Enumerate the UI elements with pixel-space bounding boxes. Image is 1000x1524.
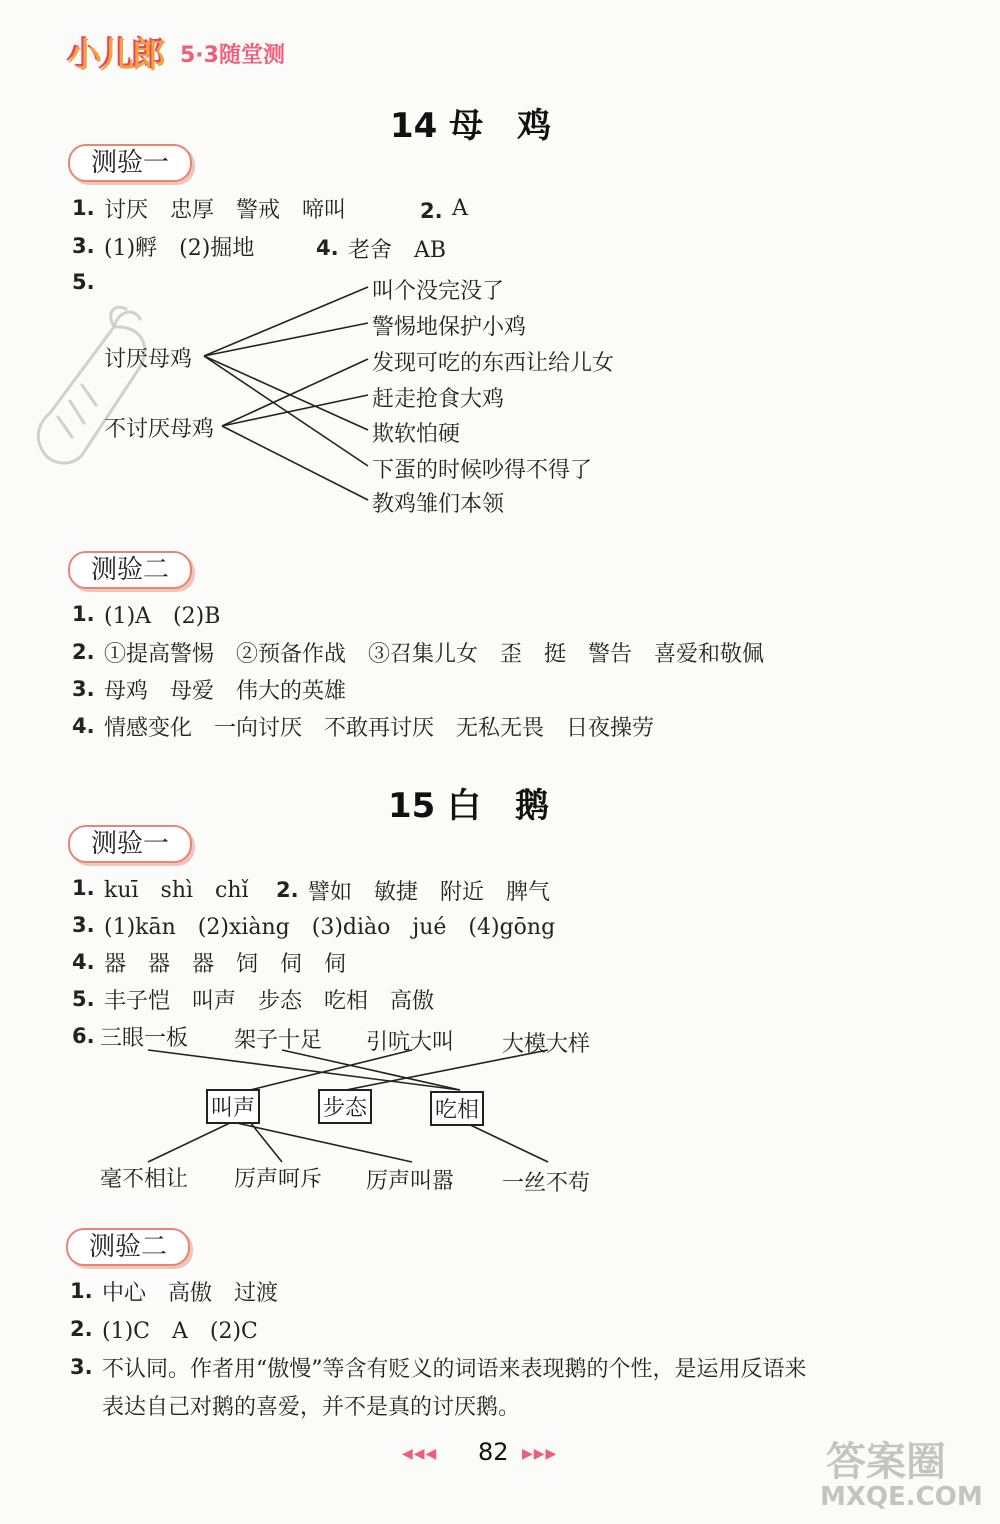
question-number: 1. xyxy=(72,876,95,900)
match-right-5: 欺软怕硬 xyxy=(372,422,461,447)
word-bottom-4: 一丝不苟 xyxy=(502,1171,591,1196)
answer-text: 譬如 敏捷 附近 脾气 xyxy=(308,880,551,905)
right-arrows-icon: ▶▶▶ xyxy=(522,1446,558,1462)
test-tag-3: 测验一 xyxy=(68,825,192,863)
test-tag-2: 测验二 xyxy=(68,551,192,589)
word-bottom-1: 毫不相让 xyxy=(100,1167,189,1192)
question-number: 1. xyxy=(72,196,95,220)
match-right-2: 警惕地保护小鸡 xyxy=(372,315,527,340)
answer-text: (1)C A (2)C xyxy=(102,1319,258,1344)
watermark-url: MXQE.COM xyxy=(820,1482,983,1512)
answer-text: (1)kān (2)xiàng (3)diào jué (4)gōng xyxy=(104,915,556,940)
question-number: 5. xyxy=(72,987,95,1011)
answer-text: (1)孵 (2)掘地 xyxy=(104,236,255,261)
answer-text-line-2: 表达自己对鹅的喜爱，并不是真的讨厌鹅。 xyxy=(102,1395,521,1420)
answer-text: 情感变化 一向讨厌 不敢再讨厌 无私无畏 日夜操劳 xyxy=(104,716,655,741)
answer-text: 老舍 AB xyxy=(348,238,447,263)
test-tag-1: 测验一 xyxy=(68,144,192,182)
question-number: 4. xyxy=(72,714,95,738)
question-number: 3. xyxy=(72,913,95,937)
answer-text: kuī shì chǐ xyxy=(104,878,249,903)
question-number: 4. xyxy=(316,236,339,260)
answer-text-line-1: 不认同。作者用“傲慢”等含有贬义的词语来表现鹅的个性，是运用反语来 xyxy=(102,1357,807,1382)
answer-text: 母鸡 母爱 伟大的英雄 xyxy=(104,679,347,704)
word-top-3: 引吭大叫 xyxy=(366,1030,455,1055)
answer-text: (1)A (2)B xyxy=(104,604,221,629)
match-left-2: 不讨厌母鸡 xyxy=(104,417,215,442)
left-arrows-icon: ◀◀◀ xyxy=(402,1446,438,1462)
word-bottom-2: 厉声呵斥 xyxy=(234,1167,323,1192)
logo: 小儿郎 xyxy=(68,36,164,76)
word-top-1: 三眼一板 xyxy=(100,1026,189,1051)
question-number: 6. xyxy=(72,1024,95,1048)
lesson-15-title: 15 白 鹅 xyxy=(388,786,550,826)
answer-text: 中心 高傲 过渡 xyxy=(102,1281,279,1306)
question-number: 3. xyxy=(70,1355,93,1379)
question-number: 1. xyxy=(70,1279,93,1303)
match-right-7: 教鸡雏们本领 xyxy=(372,492,505,517)
match-right-6: 下蛋的时候吵得不得了 xyxy=(372,458,593,483)
word-top-4: 大模大样 xyxy=(502,1032,591,1057)
question-number: 5. xyxy=(72,270,95,294)
match-right-1: 叫个没完没了 xyxy=(372,279,505,304)
question-number: 3. xyxy=(72,234,95,258)
answer-text: ①提高警惕 ②预备作战 ③召集儿女 歪 挺 警告 喜爱和敬佩 xyxy=(104,642,765,667)
word-box-2: 步态 xyxy=(318,1089,372,1124)
question-number: 2. xyxy=(276,878,299,902)
question-number: 4. xyxy=(72,950,95,974)
test-tag-4: 测验二 xyxy=(66,1228,190,1266)
watermark-logo: 答案圈 xyxy=(826,1439,946,1485)
question-number: 2. xyxy=(72,640,95,664)
question-number: 1. xyxy=(72,602,95,626)
page-number: 82 xyxy=(478,1438,509,1466)
question-number: 3. xyxy=(72,677,95,701)
word-bottom-3: 厉声叫嚣 xyxy=(366,1169,455,1194)
answer-text: 讨厌 忠厚 警戒 啼叫 xyxy=(104,198,347,223)
lesson-14-title: 14 母 鸡 xyxy=(390,106,552,146)
word-top-2: 架子十足 xyxy=(234,1028,323,1053)
word-box-3: 吃相 xyxy=(430,1091,484,1126)
question-number: 2. xyxy=(420,199,443,223)
answer-text: 器 器 器 饲 伺 伺 xyxy=(104,952,347,977)
match-right-3: 发现可吃的东西让给儿女 xyxy=(372,351,615,376)
word-box-1: 叫声 xyxy=(206,1089,260,1124)
series-name: 5·3随堂测 xyxy=(180,43,285,68)
match-left-1: 讨厌母鸡 xyxy=(104,347,193,372)
question-number: 2. xyxy=(70,1317,93,1341)
answer-text: A xyxy=(452,196,468,221)
match-right-4: 赶走抢食大鸡 xyxy=(372,387,505,412)
answer-text: 丰子恺 叫声 步态 吃相 高傲 xyxy=(104,989,435,1014)
